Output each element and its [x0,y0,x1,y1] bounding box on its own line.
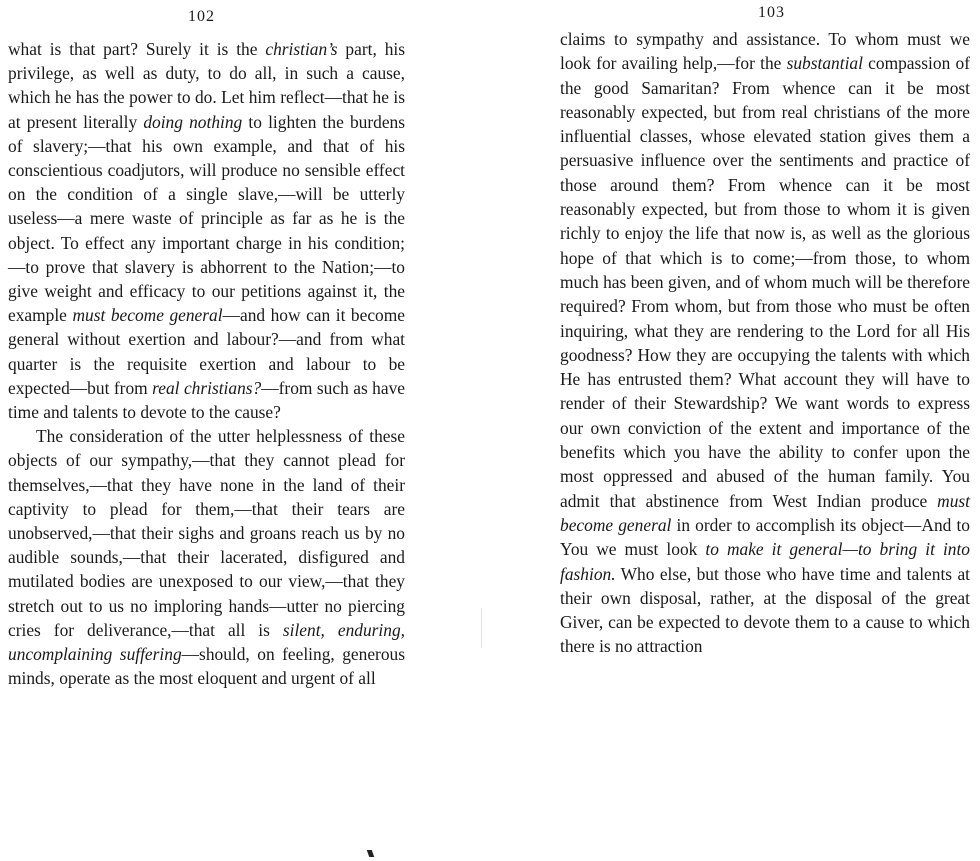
text-segment: in order to accomplish its object—And to You we must look [560,514,970,560]
text-segment: —and how can it become general without exertion and labour?—and from what quarter is the requisite exertion and labour to be expected—but from [8,305,405,398]
text-segment: to lighten the burdens of slavery;—that his own example, and that of his conscientious coadjutors, will produce no sensible effect on the condition of a single slave,—will be utterly useless—a mere waste of principle as far as he is the object. To effect any important charge in his condition;—to prove that slavery is abhorrent to the Nation;—to give weight and efficacy to our petitions against it, the example [8,111,405,326]
text-segment: compassion of the good Samaritan? From whence can it be most reasonably expected, but from real christians of the more influential classes, whose elevated station gives them a persuasive influence over the sentiments and practice of those around them? From whence can it be most reasonably expected, but from those to whom it is given richly to enjoy the life that now is, as well as the glorious hope of that which is to come;—from those, to whom much has been given, and of whom much will be therefore required? From whom, but from those who must be often inquiring, what they are rendering to the Lord for all His goodness? How they are occupying the talents with which He has entrusted them? What account they will have to render of their Stewardship? We want words to express our own conviction of the extent and importance of the benefits which you have the ability to confer upon the most oppressed and abused of the human family. You admit that abstinence from West Indian produce [560,53,971,511]
left-page [0,0,420,861]
left-page-text [8,37,405,690]
gutter-shadow [481,608,482,648]
italic-text: silent, enduring, uncomplaining suffering [8,619,406,665]
italic-text: doing nothing [143,111,243,132]
left-page-number: 102 [188,8,215,25]
text-segment: Who else, but those who have time and talents at their own disposal, rather, at the disposal of the great Giver, can be expected to devote them to a cause to which there is no attraction [560,563,970,657]
right-page-number: 103 [758,4,785,21]
italic-text: real christians? [152,377,262,398]
italic-text: must become general [560,490,970,535]
text-segment: —from such as have time and talents to devote to the cause? [8,377,406,423]
text-segment: —should, on feeling, generous minds, operate as the most eloquent and urgent of all [8,644,405,689]
paragraph [560,27,970,659]
text-segment: claims to sympathy and assistance. To whom must we look for availing help,—for the [560,29,970,74]
paragraph [8,37,405,424]
italic-text: must become general [72,305,223,326]
italic-text: to make it general—to bring it into fashion. [560,539,970,584]
text-segment: what is that part? Surely it is the [8,39,266,59]
text-segment: part, his privilege, as well as duty, to do all, in such a cause, which he has the power to do. Let him reflect—that he is at present literally [8,39,405,132]
italic-text: christian’s [265,39,338,59]
right-page-text [560,27,970,659]
right-page [548,0,980,861]
text-segment: The consideration of the utter helplessness of these objects of our sympathy,—that they cannot plead for themselves,—that they have none in the land of their captivity to plead for them,—that their tears are unobserved,—that their sighs and groans reach us by no audible sounds,—that their lacerated, disfigured and mutilated bodies are unexposed to our view,—that they stretch out to us no imploring hands—utter no piercing cries for deliverance,—that all is [8,426,405,640]
italic-text: substantial [786,53,863,74]
paragraph [8,424,405,690]
